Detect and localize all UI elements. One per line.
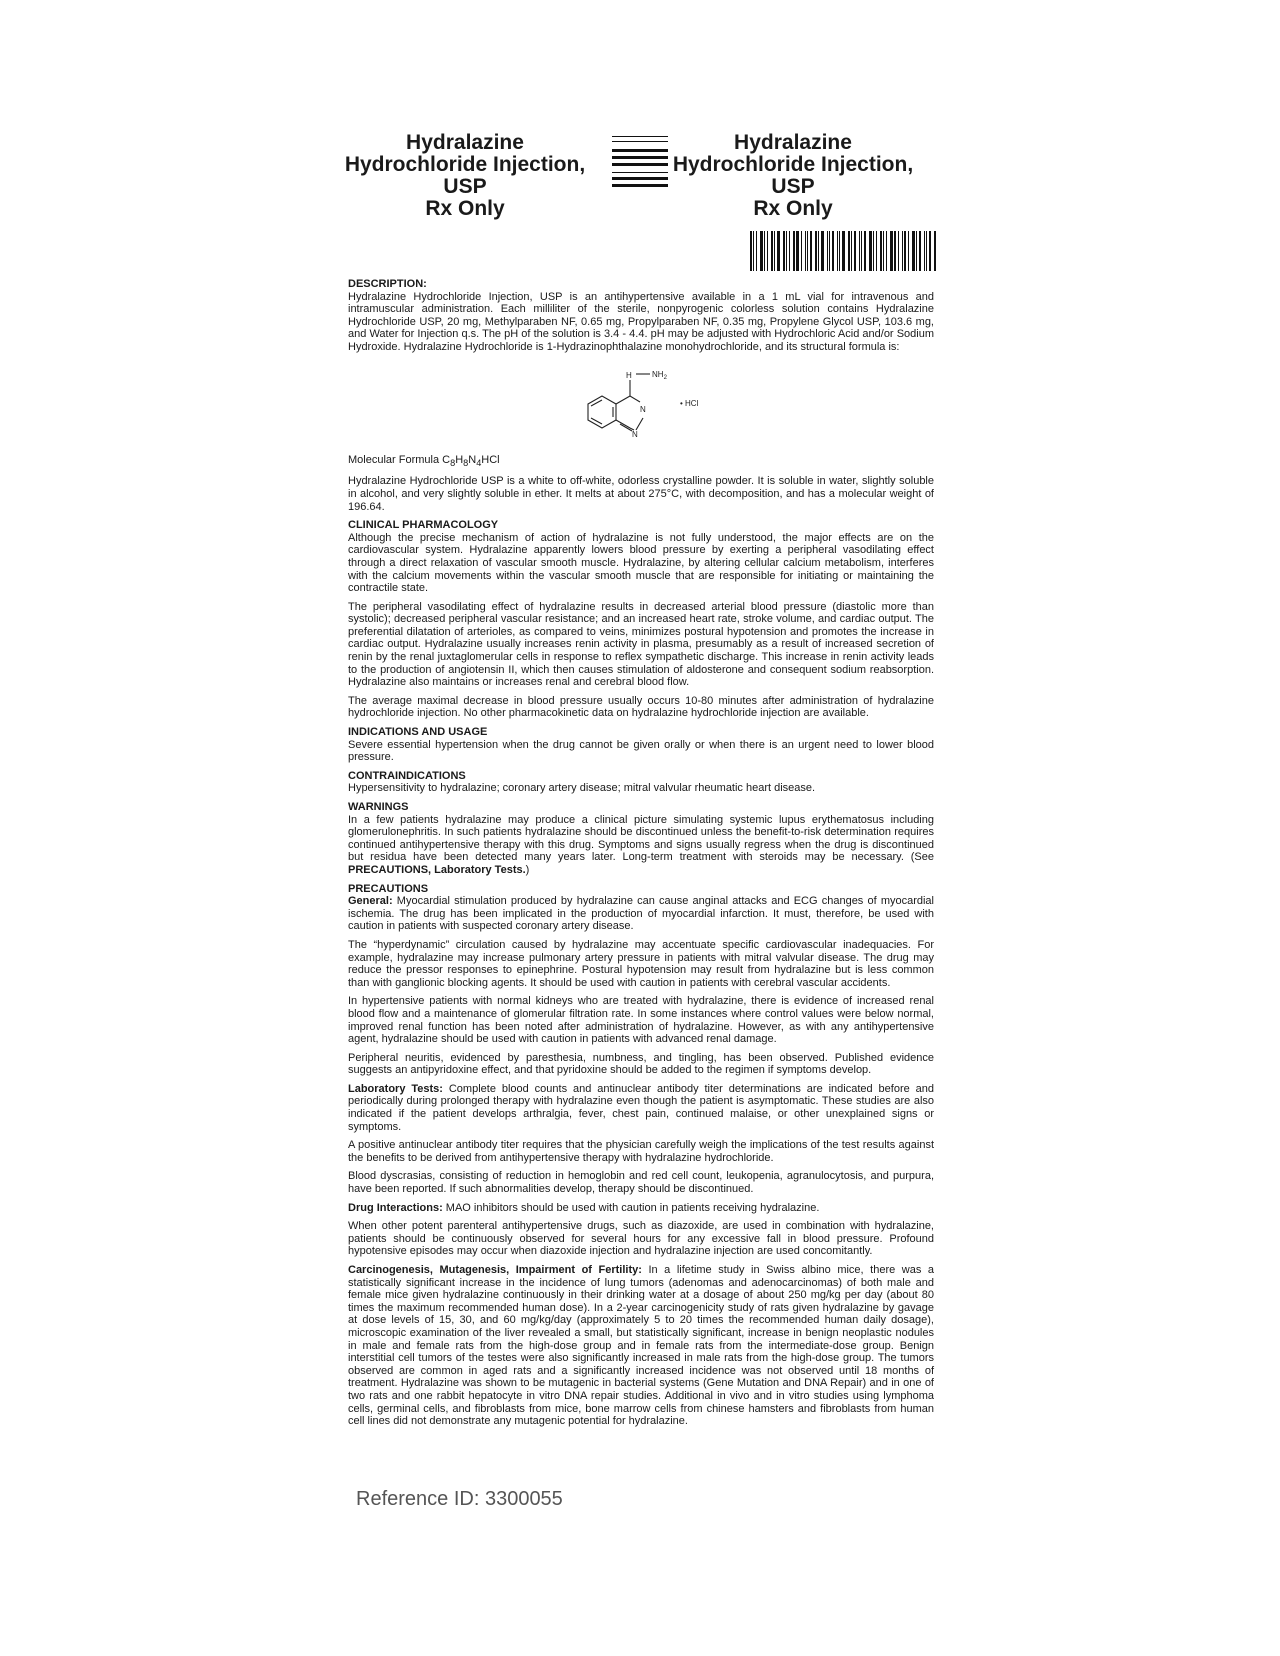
barcode-bar <box>750 231 752 271</box>
barcode-bar <box>774 231 775 271</box>
barcode-bar <box>832 231 834 271</box>
indications-paragraph: Severe essential hypertension when the drug cannot be given orally or when there is an urgent need to lower blood pressure. <box>348 738 934 764</box>
barcode-bar <box>876 231 877 271</box>
barcode-bar <box>848 231 850 271</box>
title-line: Hydrochloride Injection, <box>344 153 586 176</box>
barcode-bar <box>829 231 830 271</box>
barcode-bar <box>771 231 773 271</box>
precautions-paragraph: Blood dyscrasias, consisting of reduction in hemoglobin and red cell count, leukopenia, agranulocytosis, and purpura, have been reported. If such abnormalities develop, therapy should be discontinued. <box>348 1170 934 1196</box>
molecular-formula: Molecular Formula $C_8H_8N_4HCl$ <box>348 453 500 468</box>
barcode-bar <box>880 231 882 271</box>
barcode-bar <box>864 231 866 271</box>
barcode-bar <box>842 231 845 271</box>
precautions-drug-interactions: Drug Interactions: MAO inhibitors should be used with caution in patients receiving hydralazine. <box>348 1201 820 1214</box>
structural-formula <box>348 360 934 448</box>
barcode-bar <box>902 231 903 271</box>
barcode-image <box>750 231 938 271</box>
barcode-bar <box>827 231 828 271</box>
reference-id: Reference ID: 3300055 <box>356 1488 563 1510</box>
barcode-bar <box>873 231 874 271</box>
barcode-bar <box>753 231 754 271</box>
barcode-bar <box>793 231 795 271</box>
structure-hcl-label: • HCl <box>680 398 699 408</box>
section-heading-warnings: WARNINGS <box>348 801 409 813</box>
barcode-bar <box>904 231 906 271</box>
precautions-paragraph: Peripheral neuritis, evidenced by paresthesia, numbness, and tingling, has been observed. Published evidence suggests an antipyridoxine effect, and that pyridoxine should be added to the regimen if symptoms develop. <box>348 1051 934 1077</box>
barcode-bar <box>818 231 819 271</box>
barcode-bar <box>801 231 802 271</box>
contraindications-paragraph: Hypersensitivity to hydralazine; coronary artery disease; mitral valvular rheumatic heart disease. <box>348 782 816 795</box>
barcode-bar <box>886 231 887 271</box>
color-code-stripes <box>612 136 668 191</box>
section-heading-contraindications: CONTRAINDICATIONS <box>348 769 466 782</box>
barcode-bar <box>815 231 817 271</box>
product-title-left <box>340 132 590 220</box>
barcode-bar <box>912 231 915 271</box>
barcode-bar <box>807 231 808 271</box>
title-line: USP <box>443 175 487 198</box>
precautions-carcinogenesis: Carcinogenesis, Mutagenesis, Impairment of Fertility: In a lifetime study in Swiss albino mice, there was a statistically significant increase in the incidence of lung tumors (adenomas and adenocarcinomas) of both male and female mice given hydralazine continuously in their drinking water at a dosage of about 250 mg/kg per day (about 80 times the maximum recommended human dose). In a 2-year carcinogenicity study of rats given hydralazine by gavage at dose levels of 15, 30, and 60 mg/kg/day (approximately 5 to 20 times the recommended human daily dosage), microscopic examination of the liver revealed a small, but statistically significant, increase in benign neoplastic nodules in male and female rats from the high-dose group and in female rats from the intermediate-dose group. Benign interstitial cell tumors of the testes were also significantly increased in male rats from the high-dose group. The tumors observed are common in aged rats and a significantly increased incidence was not observed until 18 months of treatment. Hydralazine was shown to be mutagenic in bacterial systems (Gene Mutation and DNA Repair) and in one of two rats and one rabbit hepatocyte in vitro DNA repair studies. Additional in vivo and in vitro studies using lymphoma cells, germinal cells, and fibroblasts from mice, bone marrow cells from chinese hamsters and fibroblasts from human cell lines did not demonstrate any mutagenic potential for hydralazine. <box>348 1264 934 1428</box>
barcode-bar <box>859 231 860 271</box>
barcode-bar <box>760 231 763 271</box>
barcode-bar <box>821 231 824 271</box>
label-header <box>344 128 934 278</box>
barcode-bar <box>756 231 757 271</box>
barcode-bar <box>851 231 852 271</box>
description-paragraph: Hydralazine Hydrochloride Injection, USP is an antihypertensive available in a 1 mL vial for intravenous and intramuscular administration. Each milliliter of the sterile, nonpyrogenic colorless solution contains Hydralazine Hydrochloride USP, 20 mg, Methylparaben NF, 0.65 mg, Propylparaben NF, 0.35 mg, Propylene Glycol USP, 103.6 mg, and Water for Injection q.s. The pH of the solution is 3.4 - 4.4. pH may be adjusted with Hydrochloric Acid and/or Sodium Hydroxide. Hydralazine Hydrochloride is 1-Hydrazinophthalazine monohydrochloride, and its structural formula is: <box>348 290 934 353</box>
title-line: Hydralazine <box>734 131 852 154</box>
barcode-bar <box>837 231 838 271</box>
barcode-bar <box>767 231 768 271</box>
clinical-paragraph: Although the precise mechanism of action of hydralazine is not fully understood, the major effects are on the cardiovascular system. Hydralazine apparently lowers blood pressure by exerting a peripheral vasodilating effect through a direct relaxation of vascular smooth muscle. Hydralazine, by altering cellular calcium metabolism, interferes with the calcium movements within the vascular smooth muscle that are responsible for initiating or maintaining the contractile state. <box>348 531 934 595</box>
title-line: Hydralazine <box>406 131 524 154</box>
rx-only-label: Rx Only <box>425 197 505 220</box>
section-heading-clinical-pharmacology: CLINICAL PHARMACOLOGY <box>348 519 499 532</box>
barcode-bar <box>919 231 921 271</box>
barcode-bar <box>777 231 780 271</box>
barcode-bar <box>783 231 785 271</box>
precautions-paragraph: A positive antinuclear antibody titer requires that the physician carefully weigh the implications of the test results against the benefits to be derived from antihypertensive therapy with hydralazine hydrochloride. <box>348 1139 934 1164</box>
barcode-bar <box>924 231 925 271</box>
barcode-bar <box>789 231 790 271</box>
prescribing-information <box>348 278 934 1428</box>
structure-atom-label: H <box>626 370 632 380</box>
barcode-bar <box>934 231 936 271</box>
barcode-bar <box>890 231 893 271</box>
barcode-bar <box>854 231 856 271</box>
barcode-bar <box>810 231 812 271</box>
title-line: Hydrochloride Injection, <box>672 153 914 176</box>
structure-atom-label: $NH_2$ <box>652 369 667 381</box>
precautions-lab-tests: Laboratory Tests: Complete blood counts and antinuclear antibody titer determinations are indicated before and periodically during prolonged therapy with hydralazine even though the patient is asymptomatic. These studies are also indicated if the patient develops arthralgia, fever, chest pain, continued malaise, or other unexplained signs or symptoms. <box>348 1082 934 1133</box>
barcode-bar <box>894 231 896 271</box>
barcode-bar <box>926 231 927 271</box>
barcode-bar <box>916 231 917 271</box>
barcode-bar <box>796 231 799 271</box>
structure-atom-label: N <box>632 429 638 439</box>
warnings-paragraph: In a few patients hydralazine may produce a clinical picture simulating systemic lupus erythematosus including glomerulonephritis. In such patients hydralazine should be discontinued unless the benefit-to-risk determination requires continued antihypertensive therapy with this drug. Symptoms and signs usually regress when the drug is discontinued but residua have been detected many years later. Long-term treatment with steroids may be necessary. (See PRECAUTIONS, Laboratory Tests.) <box>348 813 934 876</box>
section-heading-indications: INDICATIONS AND USAGE <box>348 726 488 739</box>
precautions-paragraph: The “hyperdynamic” circulation caused by hydralazine may accentuate specific cardiovascular inadequacies. For example, hydralazine may increase pulmonary artery pressure in patients with mitral valvular disease. The drug may reduce the pressor responses to epinephrine. Postural hypotension may result from hydralazine but is less common than with ganglionic blocking agents. It should be used with caution in patients with cerebral vascular accidents. <box>348 938 934 989</box>
barcode-bar <box>869 231 872 271</box>
label-page <box>344 128 934 1434</box>
title-line: USP <box>771 175 815 198</box>
clinical-paragraph: The peripheral vasodilating effect of hydralazine results in decreased arterial blood pressure (diastolic more than systolic); decreased peripheral vascular resistance; and an increased heart rate, stroke volume, and cardiac output. The preferential dilatation of arterioles, as compared to veins, minimizes postural hypotension and promotes the increase in cardiac output. Hydralazine usually increases renin activity in plasma, presumably as a result of increased secretion of renin by the renal juxtaglomerular cells in response to reflex sympathetic discharge. This increase in renin activity leads to the production of angiotensin II, which then causes stimulation of aldosterone and consequent sodium reabsorption. Hydralazine also maintains or increases renal and cerebral blood flow. <box>348 600 934 689</box>
precautions-paragraph: When other potent parenteral antihypertensive drugs, such as diazoxide, are used in combination with hydralazine, patients should be continuously observed for several hours for any excessive fall in blood pressure. Profound hypotensive episodes may occur when diazoxide injection and hydralazine injection are used concomitantly. <box>348 1220 934 1258</box>
barcode-bar <box>908 231 909 271</box>
barcode-bar <box>839 231 840 271</box>
barcode-bar <box>861 231 862 271</box>
barcode-bar <box>929 231 931 271</box>
hydralazine-structure-diagram <box>568 360 728 448</box>
barcode-bar <box>805 231 806 271</box>
barcode-bar <box>764 231 765 271</box>
product-title-right <box>668 132 918 220</box>
barcode-bar <box>883 231 884 271</box>
barcode-bar <box>898 231 899 271</box>
description-paragraph: Hydralazine Hydrochloride USP is a white to off-white, odorless crystalline powder. It is soluble in water, slightly soluble in alcohol, and very slightly soluble in ether. It melts at about 275°C, with decomposition, and has a molecular weight of 196.64. <box>348 475 934 513</box>
clinical-paragraph: The average maximal decrease in blood pressure usually occurs 10-80 minutes after administration of hydralazine hydrochloride injection. No other pharmacokinetic data on hydralazine hydrochloride injection are available. <box>348 694 934 720</box>
section-heading-description: DESCRIPTION: <box>348 278 427 290</box>
barcode-bar <box>786 231 787 271</box>
section-heading-precautions: PRECAUTIONS <box>348 882 429 895</box>
rx-only-label: Rx Only <box>753 197 833 220</box>
precautions-general: General: Myocardial stimulation produced by hydralazine can cause anginal attacks and ECG changes of myocardial ischemia. The drug has been implicated in the production of myocardial infarction. It must, therefore, be used with caution in patients with suspected coronary artery disease. <box>348 895 934 933</box>
precautions-paragraph: In hypertensive patients with normal kidneys who are treated with hydralazine, there is evidence of increased renal blood flow and a maintenance of glomerular filtration rate. In some instances where control values were below normal, improved renal function has been noted after administration of hydralazine. However, as with any antihypertensive agent, hydralazine should be used with caution in patients with advanced renal damage. <box>348 995 934 1046</box>
structure-atom-label: N <box>640 404 646 414</box>
